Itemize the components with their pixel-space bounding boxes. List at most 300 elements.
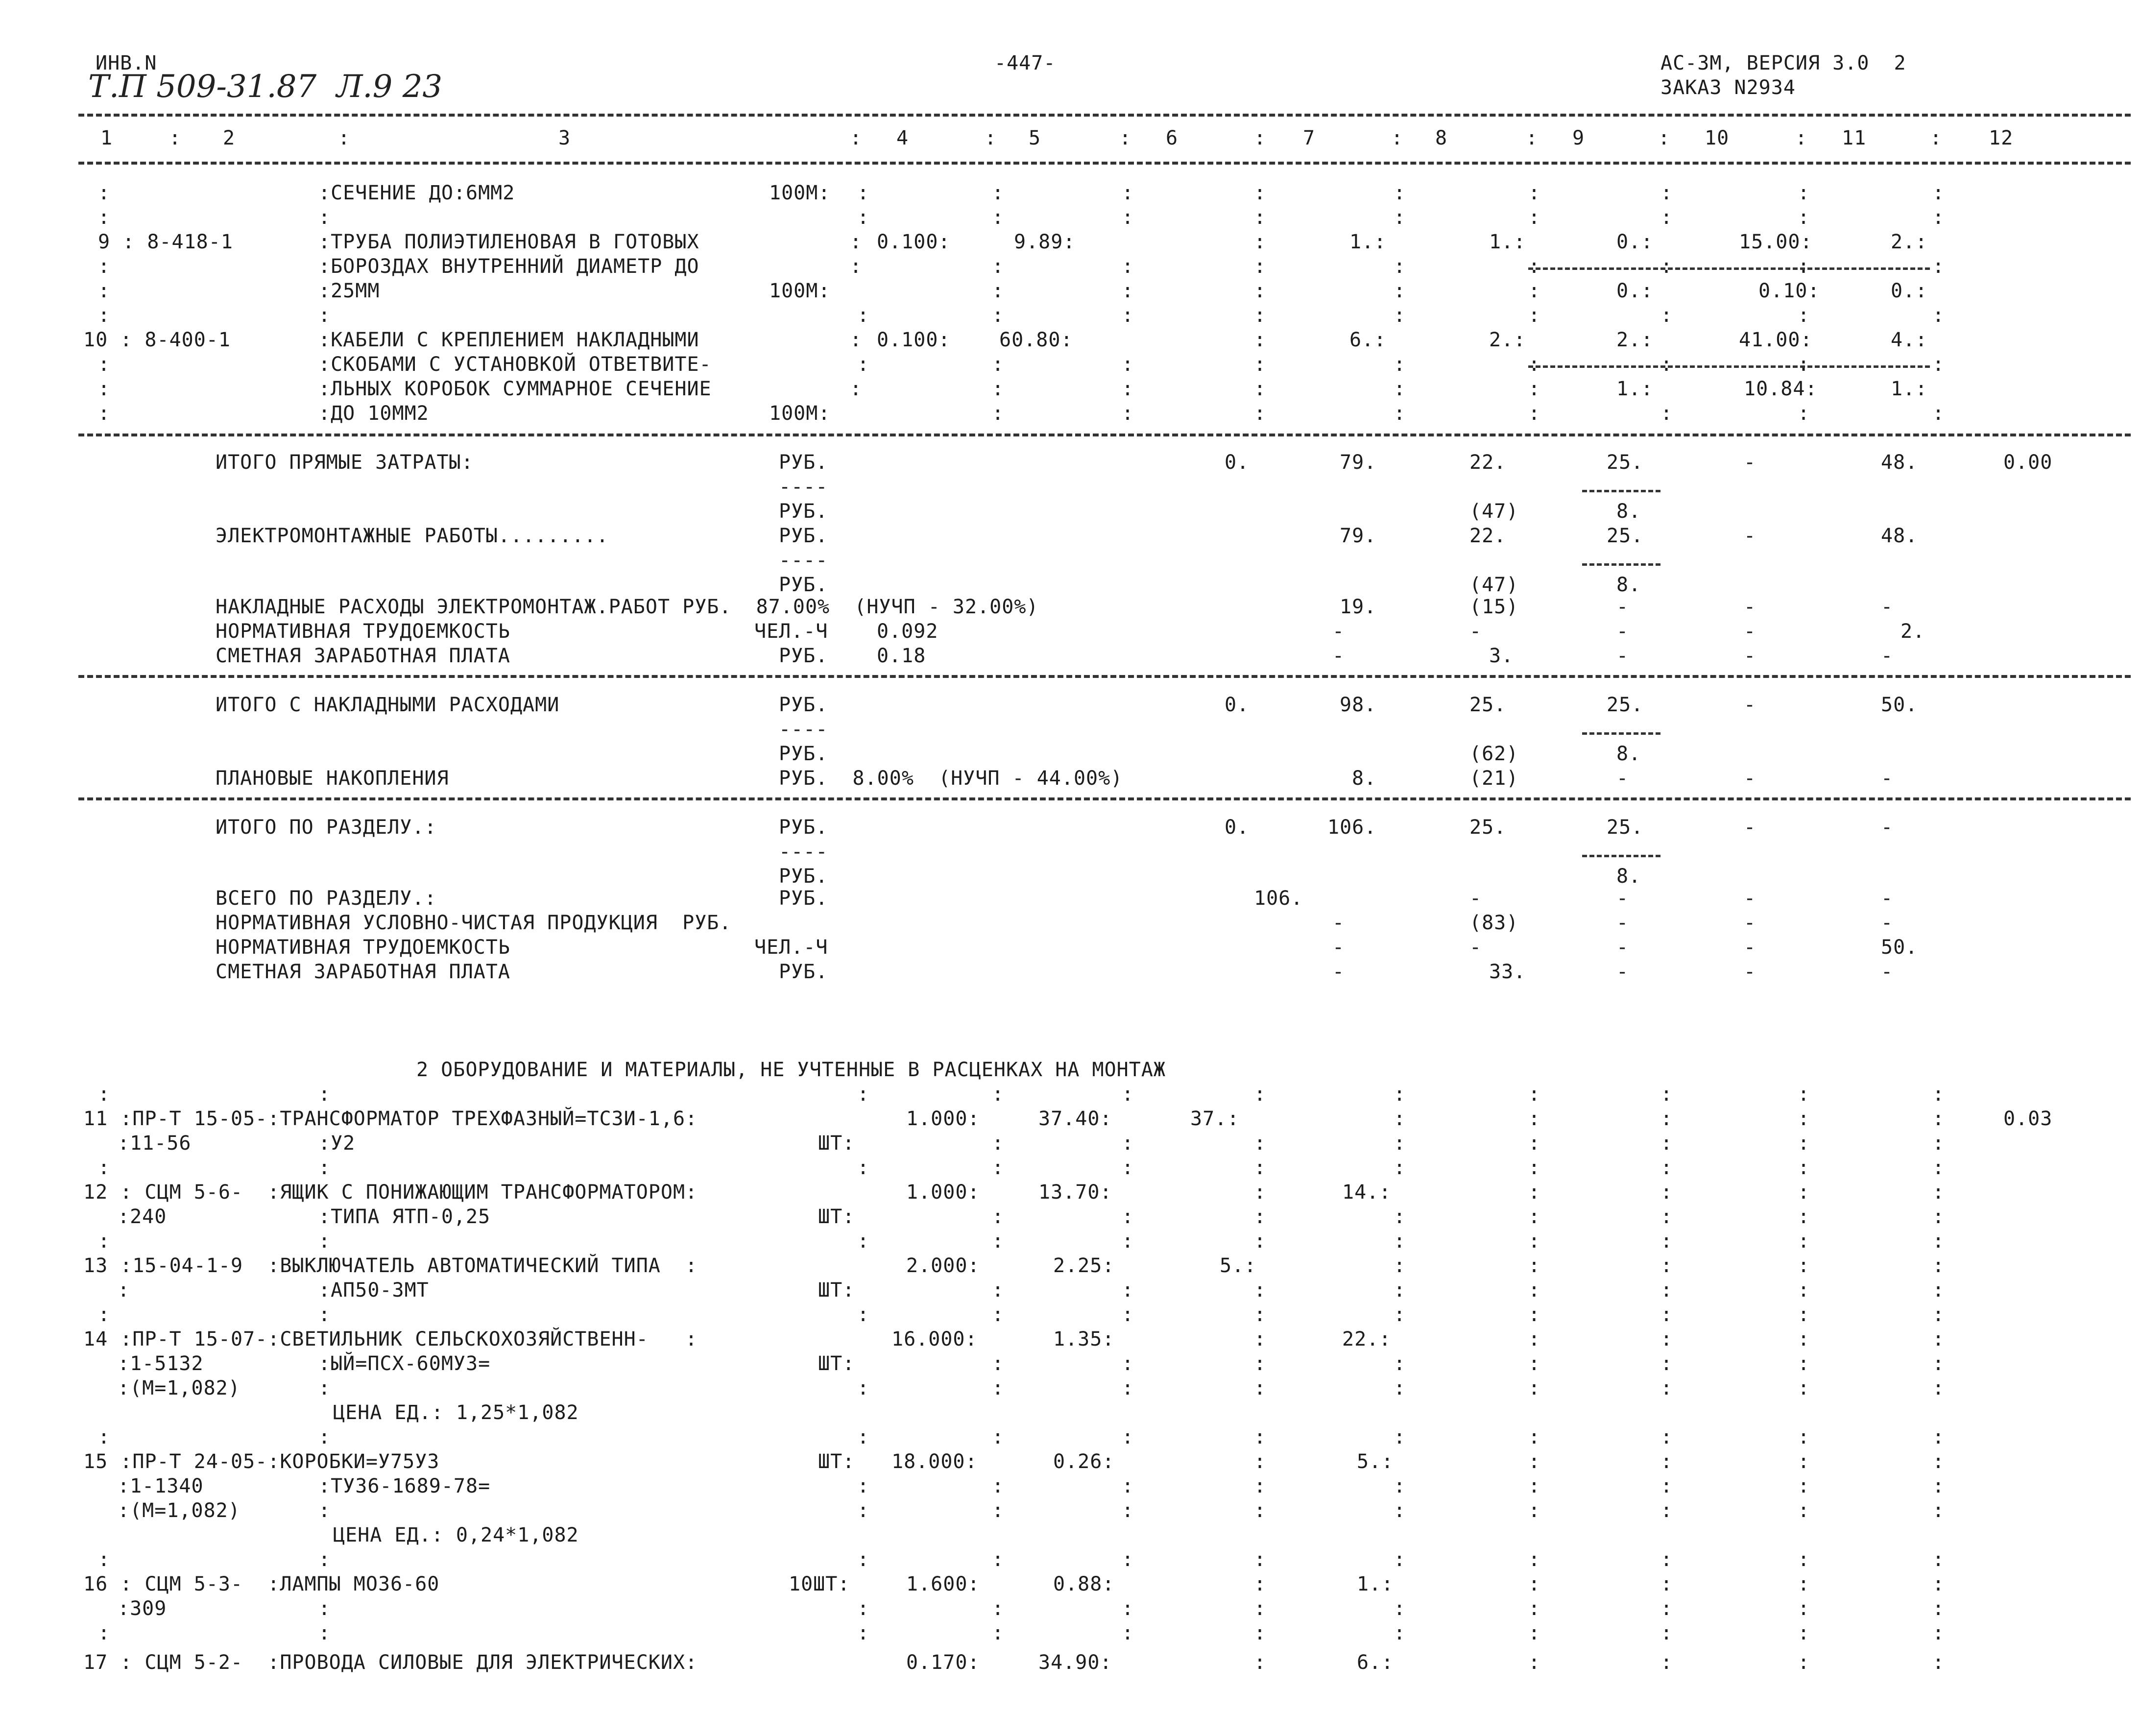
table-cell: ШТ: bbox=[818, 1279, 855, 1302]
table-cell: : bbox=[1932, 1108, 1945, 1130]
table-cell: : bbox=[98, 280, 111, 302]
table-cell: : bbox=[98, 402, 111, 425]
table-cell: 22.: bbox=[1342, 1328, 1392, 1350]
table-cell: ШТ: bbox=[818, 1132, 855, 1155]
table-cell: 17 : СЦМ 5-2- :ПРОВОДА СИЛОВЫЕ ДЛЯ ЭЛЕКТРИЧЕСКИХ: bbox=[83, 1651, 698, 1674]
table-cell: : bbox=[1528, 1651, 1541, 1674]
table-cell: : bbox=[1394, 1597, 1406, 1620]
table-cell: : bbox=[1660, 1254, 1673, 1277]
table-cell: ---- bbox=[779, 841, 828, 863]
table-cell: : bbox=[1528, 206, 1541, 229]
table-cell: :ТУ36-1689-78= bbox=[318, 1475, 491, 1497]
table-cell: ШТ: bbox=[818, 1352, 855, 1375]
table-cell: : bbox=[1122, 1426, 1134, 1448]
table-cell: ЦЕНА ЕД.: 1,25*1,082 bbox=[333, 1401, 579, 1424]
table-cell: : bbox=[1122, 182, 1134, 204]
table-cell: - bbox=[1469, 620, 1482, 643]
table-cell: 41.00: bbox=[1739, 329, 1813, 351]
table-cell: : bbox=[992, 378, 1005, 400]
table-cell: :КАБЕЛИ С КРЕПЛЕНИЕМ НАКЛАДНЫМИ bbox=[318, 329, 699, 351]
table-cell: : bbox=[98, 304, 111, 327]
table-cell: 100М: bbox=[769, 402, 831, 425]
table-cell: : bbox=[1394, 280, 1406, 302]
table-cell: 2.25: bbox=[1053, 1254, 1115, 1277]
table-cell: : bbox=[318, 206, 331, 229]
table-cell: : bbox=[1254, 1597, 1267, 1620]
table-cell: : bbox=[1932, 1181, 1945, 1204]
table-cell: : bbox=[1394, 353, 1406, 376]
table-cell: : bbox=[1254, 255, 1267, 278]
table-cell: ПЛАНОВЫЕ НАКОПЛЕНИЯ bbox=[216, 767, 449, 790]
table-cell: : bbox=[98, 1426, 111, 1448]
table-cell: : bbox=[1528, 1426, 1541, 1448]
table-cell: : bbox=[1660, 1108, 1673, 1130]
table-cell: : bbox=[1122, 1622, 1134, 1644]
table-cell: : bbox=[318, 1157, 331, 1179]
column-separator: : bbox=[1795, 127, 1808, 149]
table-cell: 15.00: bbox=[1739, 231, 1813, 253]
table-cell: - bbox=[1616, 767, 1629, 790]
table-cell: : bbox=[1798, 1083, 1810, 1106]
table-cell: : bbox=[1798, 402, 1810, 425]
table-cell: 100М: bbox=[769, 280, 831, 302]
table-cell: ШТ: bbox=[818, 1450, 855, 1473]
table-cell: - bbox=[1744, 912, 1756, 934]
table-cell: : bbox=[1122, 1206, 1134, 1228]
table-cell: : bbox=[1932, 1254, 1945, 1277]
table-cell: - bbox=[1744, 887, 1756, 910]
table-cell: : bbox=[1528, 1157, 1541, 1179]
table-cell: РУБ. bbox=[779, 887, 828, 910]
table-cell: : bbox=[1254, 1328, 1267, 1350]
table-cell: 1.: bbox=[1357, 1573, 1394, 1595]
table-cell: : bbox=[1254, 1157, 1267, 1179]
table-cell: : bbox=[1528, 1108, 1541, 1130]
table-cell: 0.100: bbox=[877, 329, 951, 351]
column-separator: : bbox=[985, 127, 997, 149]
table-cell: : bbox=[1798, 255, 1810, 278]
table-cell: 25. bbox=[1607, 451, 1644, 474]
table-cell: : bbox=[1932, 1573, 1945, 1595]
table-cell: ЧЕЛ.-Ч bbox=[754, 936, 828, 959]
table-cell: ИТОГО ПРЯМЫЕ ЗАТРАТЫ: bbox=[216, 451, 474, 474]
table-cell: : bbox=[1932, 1352, 1945, 1375]
table-cell: :(М=1,082) bbox=[118, 1377, 241, 1399]
table-cell: - bbox=[1881, 767, 1894, 790]
table-cell: : bbox=[1660, 1475, 1673, 1497]
table-cell: : bbox=[1122, 1352, 1134, 1375]
table-cell: 11 :ПР-Т 15-05-:ТРАНСФОРМАТОР ТРЕХФАЗНЫЙ=ТСЗИ-1,6: bbox=[83, 1108, 698, 1130]
table-cell: : bbox=[1660, 1206, 1673, 1228]
table-cell: 1.000: bbox=[906, 1108, 980, 1130]
table-cell: : bbox=[1528, 1132, 1541, 1155]
table-cell: : bbox=[1394, 1377, 1406, 1399]
system-version: АС-3М, ВЕРСИЯ 3.0 2 bbox=[1660, 52, 1906, 74]
table-cell: - bbox=[1616, 887, 1629, 910]
table-cell: - bbox=[1616, 645, 1629, 667]
table-cell: 8. bbox=[1616, 743, 1641, 765]
table-cell: : bbox=[1932, 206, 1945, 229]
table-cell: 2.: bbox=[1891, 231, 1928, 253]
table-cell: : bbox=[1798, 1426, 1810, 1448]
table-cell: 50. bbox=[1881, 694, 1918, 716]
table-cell: : bbox=[1798, 353, 1810, 376]
table-cell: : bbox=[98, 1230, 111, 1253]
table-cell: - bbox=[1744, 620, 1756, 643]
table-cell: : bbox=[1798, 1254, 1810, 1277]
table-cell: : bbox=[857, 206, 870, 229]
table-cell: ШТ: bbox=[818, 1206, 855, 1228]
table-cell: : bbox=[1660, 1450, 1673, 1473]
table-cell: 0.03 bbox=[2003, 1108, 2053, 1130]
table-cell: : bbox=[1394, 182, 1406, 204]
table-cell: : bbox=[1254, 378, 1267, 400]
table-cell: : bbox=[992, 402, 1005, 425]
table-cell: : bbox=[1798, 1303, 1810, 1326]
table-cell: (21) bbox=[1469, 767, 1519, 790]
table-cell: : bbox=[992, 1499, 1005, 1522]
table-cell: : bbox=[1660, 1083, 1673, 1106]
table-cell: 2.: bbox=[1616, 329, 1654, 351]
table-cell: 9 : 8-418-1 bbox=[98, 231, 233, 253]
table-cell: 16 : СЦМ 5-3- :ЛАМПЫ МО36-60 bbox=[83, 1573, 440, 1595]
table-cell: : bbox=[992, 1083, 1005, 1106]
table-cell: : bbox=[1254, 1279, 1267, 1302]
table-cell: : bbox=[857, 182, 870, 204]
table-cell: :25ММ bbox=[318, 280, 380, 302]
column-separator: : bbox=[338, 127, 351, 149]
table-cell: 1.: bbox=[1349, 231, 1387, 253]
table-cell: : bbox=[1254, 1132, 1267, 1155]
table-cell: : bbox=[857, 1499, 870, 1522]
table-cell: ЭЛЕКТРОМОНТАЖНЫЕ РАБОТЫ......... bbox=[216, 525, 609, 547]
table-cell: ЧЕЛ.-Ч bbox=[754, 620, 828, 643]
table-cell: 25. bbox=[1607, 694, 1644, 716]
table-cell: :ТРУБА ПОЛИЭТИЛЕНОВАЯ В ГОТОВЫХ bbox=[318, 231, 699, 253]
table-cell: 14 :ПР-Т 15-07-:СВЕТИЛЬНИК СЕЛЬСКОХОЗЯЙСТВЕНН- : bbox=[83, 1328, 698, 1350]
table-cell: : bbox=[850, 329, 863, 351]
table-cell: : bbox=[1798, 1352, 1810, 1375]
table-cell: : bbox=[1932, 304, 1945, 327]
table-cell: : bbox=[1798, 1206, 1810, 1228]
table-cell: 0.88: bbox=[1053, 1573, 1115, 1595]
table-cell: 0.00 bbox=[2003, 451, 2053, 474]
table-cell: : bbox=[1932, 1548, 1945, 1571]
table-cell: 25. bbox=[1469, 816, 1507, 839]
table-cell: : bbox=[1394, 1230, 1406, 1253]
column-separator: : bbox=[850, 127, 863, 149]
inv-label: ИНВ.N bbox=[96, 52, 157, 74]
table-cell: 0.10: bbox=[1758, 280, 1820, 302]
table-cell: : bbox=[1394, 1303, 1406, 1326]
table-cell: : bbox=[1394, 1352, 1406, 1375]
table-cell: : bbox=[1528, 1597, 1541, 1620]
table-cell: - bbox=[1881, 912, 1894, 934]
table-cell: - bbox=[1744, 936, 1756, 959]
table-cell: 48. bbox=[1881, 525, 1918, 547]
table-cell: : bbox=[1254, 1499, 1267, 1522]
table-cell: : bbox=[1798, 1548, 1810, 1571]
table-cell: 6.: bbox=[1357, 1651, 1394, 1674]
table-cell: : bbox=[1528, 402, 1541, 425]
table-cell: : bbox=[1932, 1279, 1945, 1302]
table-cell: : bbox=[1932, 1230, 1945, 1253]
table-cell: : bbox=[98, 1622, 111, 1644]
table-cell: : bbox=[1932, 1651, 1945, 1674]
table-cell: 4.: bbox=[1891, 329, 1928, 351]
table-cell: : bbox=[992, 1206, 1005, 1228]
table-cell: : bbox=[1660, 182, 1673, 204]
table-cell: : bbox=[1254, 1230, 1267, 1253]
table-cell: 79. bbox=[1340, 451, 1377, 474]
table-cell: РУБ. bbox=[779, 694, 828, 716]
table-cell: : bbox=[1528, 1206, 1541, 1228]
table-cell: : bbox=[318, 1499, 331, 1522]
table-cell: : bbox=[1798, 1108, 1810, 1130]
table-cell: : bbox=[1798, 1573, 1810, 1595]
table-cell: : bbox=[1660, 255, 1673, 278]
table-cell: : bbox=[1122, 1132, 1134, 1155]
table-cell: : bbox=[1932, 1303, 1945, 1326]
table-cell: (47) bbox=[1469, 574, 1519, 596]
table-cell: : bbox=[98, 353, 111, 376]
table-cell: : bbox=[1394, 1499, 1406, 1522]
column-number: 9 bbox=[1572, 127, 1585, 149]
table-cell: : bbox=[1932, 353, 1945, 376]
table-cell: : bbox=[1528, 1475, 1541, 1497]
table-cell: : bbox=[1528, 1352, 1541, 1375]
table-cell: : bbox=[1798, 1475, 1810, 1497]
table-cell: : bbox=[1660, 1328, 1673, 1350]
table-cell: : bbox=[1394, 1279, 1406, 1302]
table-cell: : bbox=[857, 1475, 870, 1497]
table-cell: : bbox=[1798, 1499, 1810, 1522]
table-cell: : bbox=[1660, 1651, 1673, 1674]
table-cell: : bbox=[1254, 1377, 1267, 1399]
table-cell: 2.000: bbox=[906, 1254, 980, 1277]
rule-top bbox=[78, 114, 2131, 117]
table-cell: :1-5132 bbox=[118, 1352, 204, 1375]
table-cell: 8. bbox=[1616, 865, 1641, 888]
table-cell: : bbox=[992, 1303, 1005, 1326]
table-cell: : bbox=[1528, 280, 1541, 302]
table-cell: : bbox=[1798, 1279, 1810, 1302]
table-cell: 14.: bbox=[1342, 1181, 1392, 1204]
table-cell: : bbox=[1394, 1206, 1406, 1228]
rule-section bbox=[78, 675, 2131, 678]
table-cell: (15) bbox=[1469, 596, 1519, 618]
table-cell: : bbox=[1122, 1475, 1134, 1497]
table-cell: 1.: bbox=[1891, 378, 1928, 400]
table-cell: : bbox=[1932, 1377, 1945, 1399]
table-cell: : bbox=[1798, 1157, 1810, 1179]
table-cell: : bbox=[1660, 1426, 1673, 1448]
table-cell: НОРМАТИВНАЯ ТРУДОЕМКОСТЬ bbox=[216, 936, 510, 959]
column-number: 12 bbox=[1989, 127, 2014, 149]
rule-section bbox=[78, 434, 2131, 436]
table-cell: 5.: bbox=[1357, 1450, 1394, 1473]
table-cell: : bbox=[992, 1157, 1005, 1179]
table-cell: : bbox=[1528, 1181, 1541, 1204]
table-cell: : bbox=[1394, 402, 1406, 425]
table-cell: : bbox=[1394, 206, 1406, 229]
rule-section bbox=[78, 797, 2131, 800]
table-cell: 10.84: bbox=[1744, 378, 1818, 400]
inv-handwritten: Т.П 509-31.87 Л.9 23 bbox=[88, 69, 443, 105]
table-cell: : bbox=[1798, 1328, 1810, 1350]
table-cell: : bbox=[850, 231, 863, 253]
table-cell: : bbox=[1254, 1426, 1267, 1448]
table-cell: :У2 bbox=[318, 1132, 356, 1155]
table-cell: : bbox=[1254, 1475, 1267, 1497]
table-cell: - bbox=[1744, 525, 1756, 547]
table-cell: : bbox=[1528, 1450, 1541, 1473]
table-cell: : bbox=[992, 353, 1005, 376]
table-cell: : bbox=[857, 1548, 870, 1571]
table-cell: : bbox=[1528, 353, 1541, 376]
table-cell: : bbox=[1528, 304, 1541, 327]
column-separator: : bbox=[1930, 127, 1943, 149]
table-cell: : bbox=[1528, 1622, 1541, 1644]
sub-rule bbox=[1528, 267, 1930, 270]
table-cell: : bbox=[1394, 1132, 1406, 1155]
table-cell: (47) bbox=[1469, 500, 1519, 523]
table-cell: :1-1340 bbox=[118, 1475, 204, 1497]
table-cell: : bbox=[1394, 1254, 1406, 1277]
table-cell: : bbox=[1254, 1651, 1267, 1674]
table-cell: : bbox=[98, 378, 111, 400]
column-number: 11 bbox=[1842, 127, 1867, 149]
table-cell: СМЕТНАЯ ЗАРАБОТНАЯ ПЛАТА bbox=[216, 645, 510, 667]
table-cell: : bbox=[992, 1548, 1005, 1571]
table-cell: 19. bbox=[1340, 596, 1377, 618]
table-cell: : bbox=[318, 304, 331, 327]
table-cell: : bbox=[992, 1279, 1005, 1302]
table-cell: 12 : СЦМ 5-6- :ЯЩИК С ПОНИЖАЮЩИМ ТРАНСФОРМАТОРОМ: bbox=[83, 1181, 698, 1204]
table-cell: : bbox=[992, 255, 1005, 278]
table-cell: 10ШТ: bbox=[789, 1573, 850, 1595]
table-cell: : bbox=[1798, 1230, 1810, 1253]
table-cell: : bbox=[98, 1157, 111, 1179]
table-cell: : bbox=[1254, 1206, 1267, 1228]
table-cell: 0. bbox=[1225, 816, 1250, 839]
column-number: 6 bbox=[1166, 127, 1179, 149]
table-cell: : bbox=[992, 304, 1005, 327]
table-cell: : bbox=[1660, 1597, 1673, 1620]
table-cell: РУБ. bbox=[779, 645, 828, 667]
table-cell: РУБ. bbox=[779, 743, 828, 765]
table-cell: : bbox=[1660, 1352, 1673, 1375]
column-separator: : bbox=[1119, 127, 1132, 149]
sub-rule bbox=[1582, 732, 1660, 735]
table-cell: 0.092 bbox=[877, 620, 938, 643]
table-cell: : bbox=[992, 1475, 1005, 1497]
table-cell: : bbox=[1528, 1499, 1541, 1522]
table-cell: : bbox=[1932, 1622, 1945, 1644]
table-cell: : bbox=[1394, 1083, 1406, 1106]
table-cell: : bbox=[1660, 1181, 1673, 1204]
table-cell: : bbox=[1528, 1279, 1541, 1302]
table-cell: : bbox=[1122, 1377, 1134, 1399]
table-cell: :240 bbox=[118, 1206, 167, 1228]
table-cell: :ТИПА ЯТП-0,25 bbox=[318, 1206, 491, 1228]
table-cell: : bbox=[857, 1377, 870, 1399]
table-cell: : bbox=[1122, 353, 1134, 376]
table-cell: : bbox=[1122, 402, 1134, 425]
table-cell: : bbox=[1394, 1426, 1406, 1448]
table-cell: СМЕТНАЯ ЗАРАБОТНАЯ ПЛАТА bbox=[216, 961, 510, 983]
table-cell: : bbox=[1932, 1083, 1945, 1106]
table-cell: : bbox=[1932, 1499, 1945, 1522]
table-cell: 0.100: bbox=[877, 231, 951, 253]
table-cell: : bbox=[318, 1426, 331, 1448]
table-cell: : bbox=[1394, 378, 1406, 400]
table-cell: 2.: bbox=[1489, 329, 1526, 351]
table-cell: : bbox=[1254, 206, 1267, 229]
table-cell: : bbox=[98, 206, 111, 229]
table-cell: : bbox=[992, 206, 1005, 229]
table-cell: (83) bbox=[1469, 912, 1519, 934]
table-cell: : bbox=[1394, 1108, 1406, 1130]
table-cell: 5.: bbox=[1220, 1254, 1257, 1277]
table-cell: 0.: bbox=[1891, 280, 1928, 302]
table-cell: 79. bbox=[1340, 525, 1377, 547]
table-cell: : bbox=[1528, 1230, 1541, 1253]
table-cell: 37.40: bbox=[1038, 1108, 1112, 1130]
table-cell: : bbox=[850, 255, 863, 278]
table-cell: : bbox=[1932, 1450, 1945, 1473]
table-cell: - bbox=[1616, 936, 1629, 959]
table-cell: - bbox=[1332, 961, 1345, 983]
table-cell: 25. bbox=[1607, 816, 1644, 839]
table-cell: 13.70: bbox=[1038, 1181, 1112, 1204]
table-cell: - bbox=[1616, 912, 1629, 934]
table-cell: 33. bbox=[1489, 961, 1526, 983]
table-cell: : bbox=[857, 1426, 870, 1448]
table-cell: 1.: bbox=[1616, 378, 1654, 400]
table-cell: : bbox=[1660, 1157, 1673, 1179]
table-cell: : bbox=[1528, 1328, 1541, 1350]
table-cell: : bbox=[1660, 1573, 1673, 1595]
table-cell: РУБ. 8.00% (НУЧП - 44.00%) bbox=[779, 767, 1123, 790]
table-cell: 8. bbox=[1616, 574, 1641, 596]
table-cell: : bbox=[1254, 182, 1267, 204]
table-cell: : bbox=[1528, 255, 1541, 278]
table-cell: : bbox=[992, 182, 1005, 204]
table-cell: : bbox=[98, 1303, 111, 1326]
table-cell: : bbox=[992, 1377, 1005, 1399]
table-cell: : bbox=[1394, 255, 1406, 278]
table-cell: : bbox=[992, 1132, 1005, 1155]
table-cell: : bbox=[1528, 1548, 1541, 1571]
table-cell: : bbox=[992, 1597, 1005, 1620]
table-cell: ИТОГО ПО РАЗДЕЛУ.: bbox=[216, 816, 437, 839]
table-cell: - bbox=[1332, 936, 1345, 959]
table-cell: : bbox=[992, 280, 1005, 302]
table-cell: РУБ. bbox=[779, 451, 828, 474]
table-cell: : bbox=[1660, 1622, 1673, 1644]
table-cell: : bbox=[1798, 1450, 1810, 1473]
table-cell: : bbox=[1798, 1651, 1810, 1674]
table-cell: : bbox=[1122, 1597, 1134, 1620]
table-cell: : bbox=[1932, 1475, 1945, 1497]
table-cell: : bbox=[1660, 1279, 1673, 1302]
table-cell: : bbox=[1660, 1230, 1673, 1253]
table-cell: : bbox=[1932, 1132, 1945, 1155]
table-cell: - bbox=[1332, 912, 1345, 934]
table-cell: : bbox=[318, 1622, 331, 1644]
table-cell: 106. bbox=[1327, 816, 1377, 839]
